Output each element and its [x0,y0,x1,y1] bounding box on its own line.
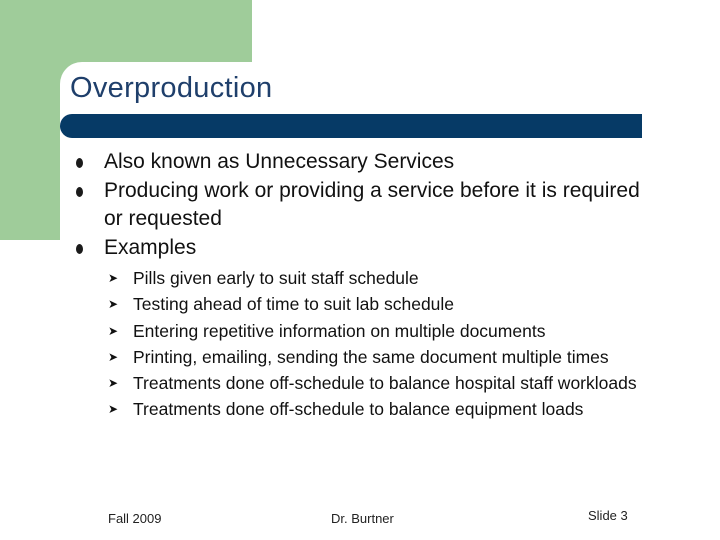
slide-number: Slide 3 [588,508,628,523]
arrowhead-icon: ➤ [108,323,119,338]
arrowhead-icon: ➤ [108,297,119,312]
sub-bullet-text: Pills given early to suit staff schedule [133,268,419,288]
bullet-text: Examples [104,235,197,259]
sub-bullet-item [108,319,668,343]
sub-bullet-item [108,266,668,290]
footer-date: Fall 2009 [108,511,162,526]
bullet-item [76,148,656,177]
bullet-item [76,234,656,263]
arrowhead-icon: ➤ [108,349,119,364]
bullet-dot-icon [76,187,83,197]
bullet-dot-icon [76,158,83,168]
sub-bullet-text: Treatments done off-schedule to balance equipment loads [133,399,584,420]
sub-bullet-item [108,371,668,395]
slide-title: Overproduction [70,72,273,104]
sub-bullet-list [108,266,668,424]
sub-bullet-item [108,397,668,421]
sub-bullet-text: Entering repetitive information on multiple documents [133,320,546,341]
arrowhead-icon: ➤ [108,271,119,285]
footer-author: Dr. Burtner [331,511,394,526]
sub-bullet-item [108,345,668,369]
sub-bullet-text: Printing, emailing, sending the same document multiple times [133,346,609,367]
arrowhead-icon: ➤ [108,376,119,391]
title-underline-bar [60,114,642,138]
bullet-text: Also known as Unnecessary Services [104,150,455,173]
bullet-text: Producing work or providing a service before it is required or requested [104,178,640,230]
sub-bullet-item [108,292,668,316]
bullet-item [76,177,656,234]
arrowhead-icon: ➤ [108,402,119,417]
bullet-dot-icon [76,244,83,254]
sub-bullet-text: Testing ahead of time to suit lab schedule [133,294,455,315]
bullet-list [76,148,656,262]
sub-bullet-text: Treatments done off-schedule to balance hospital staff workloads [133,373,637,394]
